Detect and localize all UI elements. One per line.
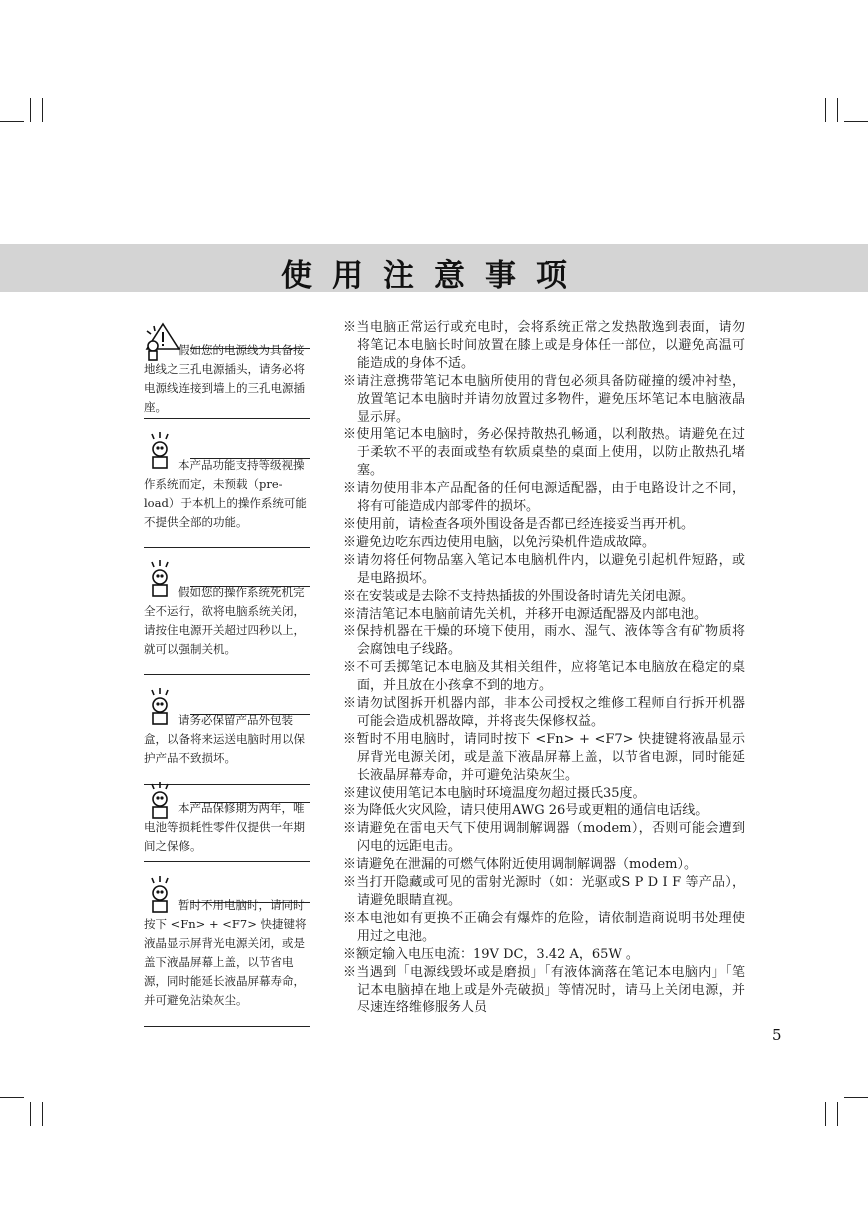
- list-item: ※在安装或是去除不支持热插拔的外围设备时请先关闭电源。: [343, 588, 695, 604]
- list-item: ※清洁笔记本电脑前请先关机，并移开电源适配器及内部电池。: [343, 606, 708, 622]
- note-text: 暂时不用电脑时，请同时按下 <Fn> + <F7> 快捷键将液晶显示屏背光电源关闭，或是盖下液晶屏幕上盖，以节省电源，同时能延长液晶屏幕寿命，并可避免沾染灰尘。: [144, 898, 307, 1007]
- crop-mark: [42, 1102, 43, 1126]
- list-item: ※请注意携带笔记本电脑所使用的背包必须具备防碰撞的缓冲衬垫，放置笔记本电脑时并请勿放置过多物件，避免压坏笔记本电脑液晶显示屏。: [343, 373, 745, 425]
- page-title: 使用注意事项: [281, 258, 587, 294]
- list-item: ※暂时不用电脑时，请同时按下 <Fn> + <F7> 快捷键将液晶显示屏背光电源关闭，或是盖下液晶屏幕上盖，以节省电源，同时能延长液晶屏幕寿命，并可避免沾染灰尘。: [343, 731, 745, 783]
- note-rule-bottom: [144, 1026, 310, 1027]
- list-item: ※请勿将任何物品塞入笔记本电脑机件内，以避免引起机件短路，或是电路损坏。: [343, 552, 745, 586]
- crop-mark: [837, 98, 838, 122]
- crop-mark: [30, 1102, 31, 1126]
- list-item: ※请避免在泄漏的可燃气体附近使用调制解调器（modem）。: [343, 857, 697, 873]
- list-item: ※为降低火灾风险，请只使用AWG 26号或更粗的通信电话线。: [343, 803, 709, 819]
- crop-mark: [844, 1097, 868, 1098]
- crop-mark: [30, 98, 31, 122]
- list-item: ※使用前，请检查各项外围设备是否都已经连接妥当再开机。: [343, 516, 695, 532]
- list-item: ※使用笔记本电脑时，务必保持散热孔畅通，以利散热。请避免在过于柔软不平的表面或垫有软质桌垫的桌面上使用，以防止散热孔堵塞。: [343, 427, 745, 479]
- list-item: ※保持机器在干燥的环境下使用，雨水、湿气、液体等含有矿物质将会腐蚀电子线路。: [343, 624, 745, 658]
- crop-mark: [844, 121, 868, 122]
- note-text: 假如您的操作系统死机完全不运行，欲将电脑系统关闭，请按住电源开关超过四秒以上，就可以强制关机。: [144, 585, 305, 656]
- crop-mark: [837, 1102, 838, 1126]
- note-rule-bottom: [144, 418, 310, 419]
- note-text: 假如您的电源线为具备接地线之三孔电源插头，请务必将电源线连接到墙上的三孔电源插座。: [144, 343, 305, 414]
- note-rule-bottom: [144, 547, 310, 548]
- list-item: ※不可丢掷笔记本电脑及其相关组件，应将笔记本电脑放在稳定的桌面，并且放在小孩拿不到的地方。: [343, 660, 745, 694]
- list-item: ※本电池如有更换不正确会有爆炸的危险，请依制造商说明书处理使用过之电池。: [343, 910, 745, 944]
- crop-mark: [0, 1097, 24, 1098]
- list-item: ※当电脑正常运行或充电时，会将系统正常之发热散逸到表面，请勿将笔记本电脑长时间放置在膝上或是身体任一部位，以避免高温可能造成的身体不适。: [343, 320, 745, 371]
- note-text: 请务必保留产品外包装盒，以备将来运送电脑时用以保护产品不致损坏。: [144, 713, 305, 765]
- list-item: ※建议使用笔记本电脑时环境温度勿超过摄氏35度。: [343, 785, 646, 801]
- note-rule-bottom: [144, 861, 310, 862]
- note-text: 本产品保修期为两年，唯电池等损耗性零件仅提供一年期间之保修。: [144, 801, 305, 853]
- crop-mark: [825, 98, 826, 122]
- list-item: ※当遇到「电源线毁坏或是磨损」「有液体滴落在笔记本电脑内」「笔记本电脑掉在地上或是外壳破损」等情况时，请马上关闭电源，并尽速连络维修服务人员: [343, 964, 745, 1016]
- crop-mark: [825, 1102, 826, 1126]
- precautions-list: [343, 319, 745, 1017]
- list-item: ※请勿试图拆开机器内部，非本公司授权之维修工程师自行拆开机器可能会造成机器故障，并将丧失保修权益。: [343, 696, 745, 729]
- list-item: ※避免边吃东西边使用电脑，以免污染机件造成故障。: [343, 534, 656, 550]
- list-item: ※请勿使用非本产品配备的任何电源适配器，由于电路设计之不同，将有可能造成内部零件的损坏。: [343, 481, 745, 515]
- page-number: 5: [772, 1026, 782, 1044]
- list-item: ※当打开隐藏或可见的雷射光源时（如：光驱或S P D I F 等产品），请避免眼睛直视。: [343, 875, 745, 908]
- list-item: ※请避免在雷电天气下使用调制解调器（modem），否则可能会遭到闪电的远距电击。: [343, 821, 745, 855]
- note-rule-bottom: [144, 674, 310, 675]
- note-text: 本产品功能支持等级视操作系统而定，未预载（pre-load）于本机上的操作系统可能不提供全部的功能。: [144, 458, 307, 529]
- list-item: ※额定输入电压电流：19V DC，3.42 A，65W 。: [343, 946, 639, 962]
- crop-mark: [42, 98, 43, 122]
- crop-mark: [0, 121, 24, 122]
